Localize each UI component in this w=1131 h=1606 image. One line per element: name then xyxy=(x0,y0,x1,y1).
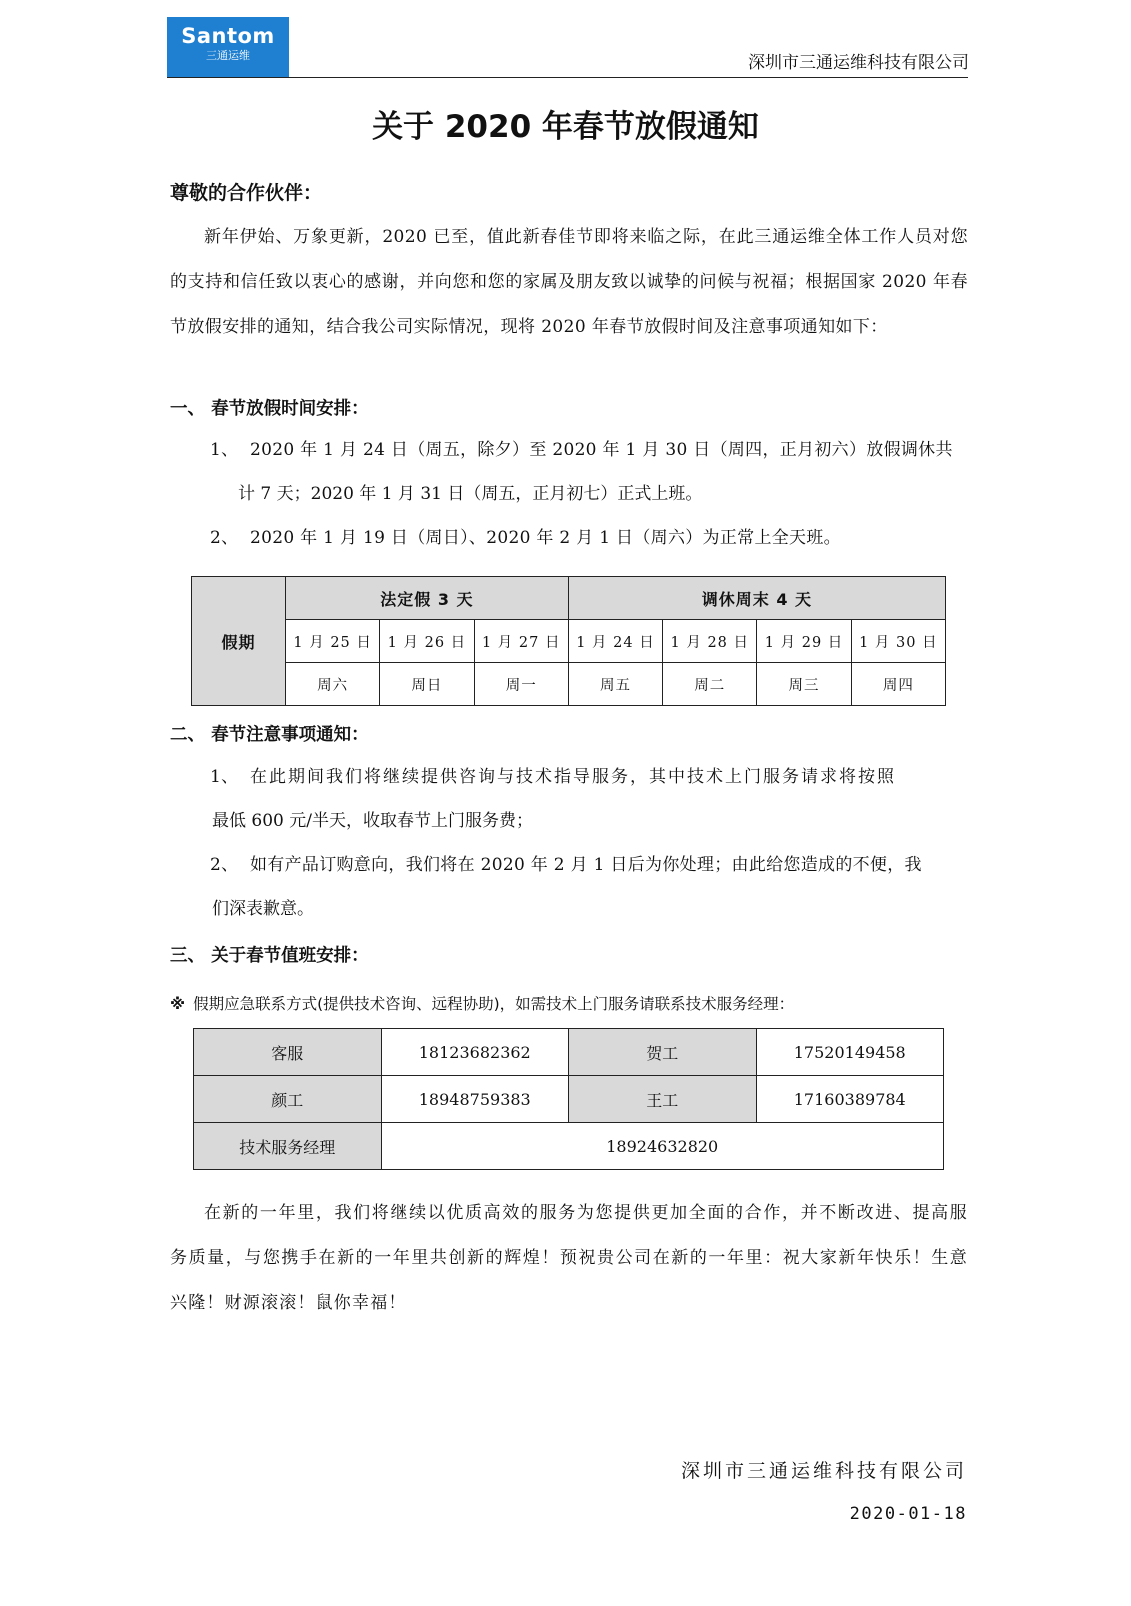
contact-name-cell: 王工 xyxy=(569,1076,757,1123)
section2-item1 xyxy=(210,755,968,800)
section2-item1-continued: 最低 600 元/半天，收取春节上门服务费； xyxy=(212,811,533,831)
holiday-row-label: 假期 xyxy=(192,577,286,706)
holiday-weekday-cell: 周一 xyxy=(474,663,568,706)
company-logo xyxy=(167,17,289,77)
contact-name-cell: 贺工 xyxy=(569,1029,757,1076)
closing-paragraph: 在新的一年里，我们将继续以优质高效的服务为您提供更加全面的合作，并不断改进、提高服务质量，与您携手在新的一年里共创新的辉煌！预祝贵公司在新的一年里：祝大家新年快乐！生意兴隆！财源滚滚！鼠你幸福！ xyxy=(170,1203,968,1313)
contact-row xyxy=(194,1029,944,1076)
duty-contact-note xyxy=(170,993,794,1015)
section3-heading: 三、 关于春节值班安排： xyxy=(170,946,369,966)
manager-phone-cell: 18924632820 xyxy=(381,1123,944,1170)
logo-cn-text: 三通运维 xyxy=(206,49,250,62)
section1-item2 xyxy=(210,516,968,561)
holiday-date-cell: 1 月 26 日 xyxy=(380,620,474,663)
holiday-weekday-cell: 周三 xyxy=(757,663,851,706)
contact-table xyxy=(193,1028,944,1170)
holiday-table-weekday-row xyxy=(192,663,946,706)
holiday-group-compensatory: 调休周末 4 天 xyxy=(568,577,945,620)
section1-item1 xyxy=(210,428,968,473)
intro-paragraph: 新年伊始、万象更新，2020 已至，值此新春佳节即将来临之际，在此三通运维全体工作人员对您的支持和信任致以衷心的感谢，并向您和您的家属及朋友致以诚挚的问候与祝福；根据国家 2020 年春节放假安排的通知，结合我公司实际情况，现将 2020 年春节放假时间及注意事项通知如下： xyxy=(170,227,968,337)
section1-item1-number: 1、 xyxy=(210,440,239,460)
section2-item2 xyxy=(210,843,968,888)
section2-heading: 二、 春节注意事项通知： xyxy=(170,725,369,745)
contact-phone-cell: 18123682362 xyxy=(381,1029,569,1076)
signature-company: 深圳市三通运维科技有限公司 xyxy=(680,1460,967,1482)
holiday-weekday-cell: 周四 xyxy=(851,663,945,706)
greeting: 尊敬的合作伙伴： xyxy=(170,182,323,204)
contact-row xyxy=(194,1076,944,1123)
section2-item1-number: 1、 xyxy=(210,767,239,787)
holiday-weekday-cell: 周二 xyxy=(663,663,757,706)
holiday-group-statutory: 法定假 3 天 xyxy=(286,577,569,620)
holiday-date-cell: 1 月 30 日 xyxy=(851,620,945,663)
note-mark: ※ xyxy=(170,995,186,1013)
note-text: 假期应急联系方式(提供技术咨询、远程协助)，如需技术上门服务请联系技术服务经理： xyxy=(193,995,795,1013)
logo-brand-text: Santom xyxy=(181,24,275,48)
holiday-table-group-row xyxy=(192,577,946,620)
section2-item1-text: 在此期间我们将继续提供咨询与技术指导服务，其中技术上门服务请求将按照 xyxy=(250,767,896,787)
section2-item2-continued: 们深表歉意。 xyxy=(212,899,314,919)
holiday-table xyxy=(191,576,946,706)
section1-item2-number: 2、 xyxy=(210,528,239,548)
signature-date: 2020-01-18 xyxy=(849,1504,967,1524)
contact-phone-cell: 18948759383 xyxy=(381,1076,569,1123)
section2-item2-number: 2、 xyxy=(210,855,239,875)
holiday-weekday-cell: 周五 xyxy=(568,663,662,706)
holiday-date-cell: 1 月 25 日 xyxy=(286,620,380,663)
holiday-weekday-cell: 周日 xyxy=(380,663,474,706)
section1-heading: 一、 春节放假时间安排： xyxy=(170,399,369,419)
holiday-date-cell: 1 月 27 日 xyxy=(474,620,568,663)
section1-item2-text: 2020 年 1 月 19 日（周日）、2020 年 2 月 1 日（周六）为正常上全天班。 xyxy=(250,528,841,548)
holiday-date-cell: 1 月 29 日 xyxy=(757,620,851,663)
section1-item1-continued: 计 7 天；2020 年 1 月 31 日（周五，正月初七）正式上班。 xyxy=(238,484,703,504)
contact-phone-cell: 17520149458 xyxy=(756,1029,944,1076)
holiday-date-cell: 1 月 28 日 xyxy=(663,620,757,663)
holiday-weekday-cell: 周六 xyxy=(286,663,380,706)
contact-name-cell: 颜工 xyxy=(194,1076,382,1123)
contact-name-cell: 客服 xyxy=(194,1029,382,1076)
section2-item2-text: 如有产品订购意向，我们将在 2020 年 2 月 1 日后为你处理；由此给您造成的不便，我 xyxy=(250,855,922,875)
contact-manager-row xyxy=(194,1123,944,1170)
contact-phone-cell: 17160389784 xyxy=(756,1076,944,1123)
header-divider xyxy=(167,77,968,78)
section1-item1-text: 2020 年 1 月 24 日（周五，除夕）至 2020 年 1 月 30 日（周四，正月初六）放假调休共 xyxy=(250,440,953,460)
document-title: 关于 2020 年春节放假通知 xyxy=(372,109,759,145)
holiday-date-cell: 1 月 24 日 xyxy=(568,620,662,663)
header-company-name: 深圳市三通运维科技有限公司 xyxy=(748,53,969,73)
holiday-table-date-row xyxy=(192,620,946,663)
manager-label-cell: 技术服务经理 xyxy=(194,1123,382,1170)
